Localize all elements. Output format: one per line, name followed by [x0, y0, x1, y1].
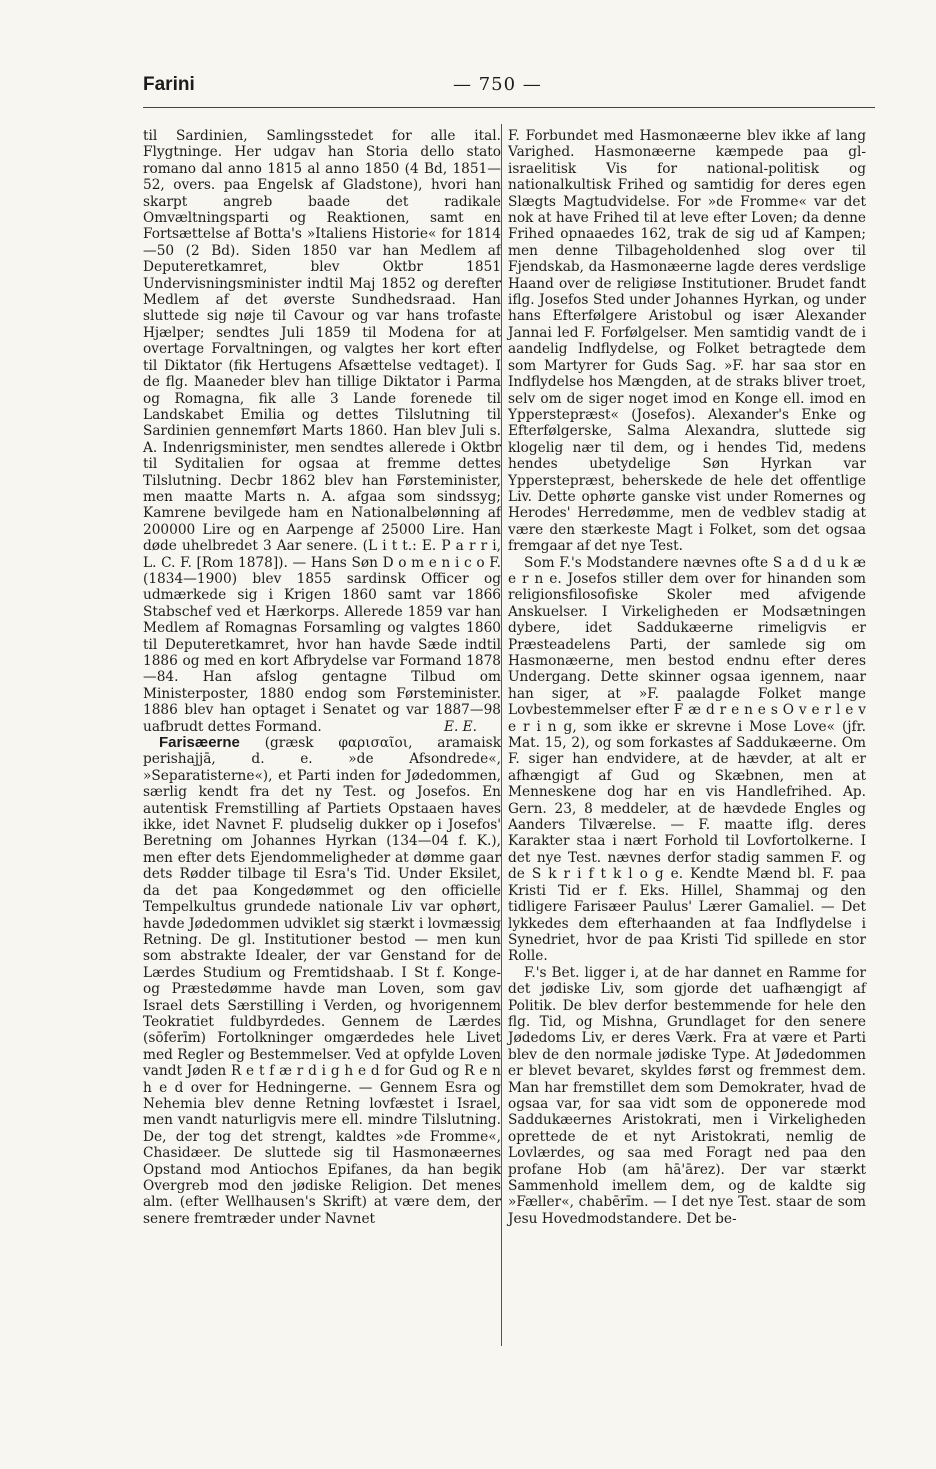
paragraph-hasmonaeerne: F. Forbundet med Hasmonæerne blev ikke af lang Varighed. Hasmonæerne kæmpede paa gl-israelitisk Vis for national-politisk og nationalkultisk Frihed og samtidig for deres egen Slægts Magtudvidelse. For »de Fromme« var det nok at have Frihed til at leve efter Loven; da denne Frihed opnaaedes 162, trak de sig ud af Kampen; men denne Tilbageholdenhed slog over til Fjendskab, da Hasmonæerne lagde deres verdslige Haand over de religiøse Institutioner. Brudet fandt iflg. Josefos Sted under Johannes Hyrkan, og under hans Efterfølgere Aristobul og især Alexander Jannai led F. Forfølgelser. Men samtidig vandt de i aandelig Indflydelse, og Folket betragtede dem som Martyrer for Guds Sag. »F. har saa stor en Indflydelse hos Mængden, at de straks bliver troet, selv om de siger noget imod en Konge ell. imod en Ypperstepræst« (Josefos). Alexander's Enke og Efterfølgerske, Salma Alexandra, sluttede sig klogelig nær til dem, og i hendes Tid, medens hendes ubetydelige Søn Hyrkan var Ypperstepræst, beherskede de hele det offentlige Liv. Dette ophørte ganske vist under Romernes og Herodes' Herredømme, men de vedblev stadig at være den stærkeste Magt i Folket, som det ogsaa fremgaar af det nye Test.	[508, 128, 866, 555]
page-number: — 750 —	[453, 74, 542, 95]
page-header	[143, 74, 883, 104]
entry-headword: Farisæerne	[159, 734, 240, 752]
header-rule	[143, 107, 875, 108]
left-column	[143, 128, 501, 1227]
right-column	[508, 128, 866, 1227]
farisaeerne-text: (græsk φαρισαῖοι, aramaisk perishajjā, d. e. »de Afsondrede«, »Separatisterne«), et Parti inden for Jødedommen, særlig kendt fra det ny Test. og Josefos. En autentisk Fremstilling af Partiets Opstaaen haves ikke, idet Navnet F. pludselig dukker op i Josefos' Beretning om Johannes Hyrkan (134—04 f. K.), men efter dets Ejendommeligheder at dømme gaar dets Rødder tilbage til Esra's Tid. Under Eksilet, da det paa Kongedømmet og den officielle Tempelkultus grundede nationale Liv var ophørt, havde Jødedommen udviklet sig stærkt i lovmæssig Retning. De gl. Institutioner bestod — men kun som abstrakte Idealer, der var Genstand for de Lærdes Studium og Fremtidshaab. I St f. Konge- og Præstedømme havde man Loven, som gav Israel dets Særstilling i Verden, og hvorigennem Teokratiet fuldbyrdedes. Gennem de Lærdes (sōferīm) Fortolkninger omgærdedes hele Livet med Regler og Bestemmelser. Ved at opfylde Loven vandt Jøden R e t f æ r d i g h e d for Gud og R e n h e d over for Hedningerne. — Gennem Esra og Nehemia blev denne Retning lovfæstet i Israel, men vandt naturligvis mere ell. mindre Tilslutning. De, der tog det strengt, kaldtes »de Fromme«, Chasidæer. De sluttede sig til Hasmonæernes Opstand mod Antiochos Epifanes, da han begik Overgreb mod den jødiske Religion. Det menes alm. (efter Wellhausen's Skrift) at være dem, der senere fremtræder under Navnet	[143, 735, 501, 1227]
column-divider	[501, 124, 502, 1346]
author-signature: E. E.	[443, 718, 477, 735]
paragraph-saddukaeerne: Som F.'s Modstandere nævnes ofte S a d d u k æ e r n e. Josefos stiller dem over for hinanden som religionsfilosofiske Skoler med afvigende Anskuelser. I Virkeligheden er Modsætningen dybere, idet Saddukæerne rimeligvis er Præsteadelens Parti, der samlede sig om Hasmonæerne, men bestod endnu efter deres Undergang. Dette skinner ogsaa igennem, naar han siger, at »F. paalagde Folket mange Lovbestemmelser efter F æ d r e n e s O v e r l e v e r i n g, som ikke er skrevne i Mose Love« (jfr. Mat. 15, 2), og som forkastes af Saddukæerne. Om F. siger han endvidere, at de hævder, at alt er afhængigt af Gud og Skæbnen, men at Menneskene dog har en vis Handlefrihed. Ap. Gern. 23, 8 meddeler, at de hævdede Engles og Aanders Tilværelse. — F. maatte iflg. deres Karakter staa i nært Forhold til Lovfortolkerne. I det nye Test. nævnes derfor stadig sammen F. og de S k r i f t k l o g e. Kendte Mænd bl. F. paa Kristi Tid er f. Eks. Hillel, Shammaj og den tidligere Farisæer Paulus' Lærer Gamaliel. — Det lykkedes dem efterhaanden at faa Indflydelse i Synedriet, hvor de paa Kristi Tid spillede en stor Rolle.	[508, 554, 866, 965]
running-headword: Farini	[143, 74, 195, 95]
paragraph-betydning: F.'s Bet. ligger i, at de har dannet en Ramme for det jødiske Liv, som gjorde det uafhængigt af Politik. De blev derfor bestemmende for hele den flg. Tid, og Mishna, Grundlaget for den senere Jødedoms Liv, er deres Værk. Fra at være et Parti blev de den normale jødiske Type. At Jødedommen er blevet bevaret, skyldes først og fremmest dem. Man har fremstillet dem som Demokrater, hvad de ogsaa var, for saa vidt som de opponerede mod Saddukæernes Aristokrati, men i Virkeligheden oprettede de et nyt Aristokrati, nemlig de Lovlærdes, og saa med Foragt ned paa den profane Hob (am hā'ārez). Der var stærkt Sammenhold imellem dem, og de kaldte sig »Fæller«, chabērīm. — I det nye Test. staar de som Jesu Hovedmodstandere. Det be-	[508, 964, 866, 1227]
entry-farini-continued	[143, 128, 501, 735]
entry-farisaeerne	[143, 735, 501, 1227]
farini-text: til Sardinien, Samlingsstedet for alle ital. Flygtninge. Her udgav han Storia dello stato romano dal anno 1815 al anno 1850 (4 Bd, 1851—52, overs. paa Engelsk af Gladstone), hvori han skarpt angreb baade det radikale Omvæltningsparti og Reaktionen, samt en Fortsættelse af Botta's »Italiens Historie« for 1814—50 (2 Bd). Siden 1850 var han Medlem af Deputeretkamret, blev Oktbr 1851 Undervisningsminister indtil Maj 1852 og derefter Medlem af det øverste Sundhedsraad. Han sluttede sig nøje til Cavour og var hans trofaste Hjælper; sendtes Juli 1859 til Modena for at overtage Forvaltningen, og valgtes her kort efter til Diktator (fik Hertugens Afsættelse vedtaget). I de flg. Maaneder blev han tillige Diktator i Parma og Romagna, fik alle 3 Lande forenede til Landskabet Emilia og dettes Tilslutning til Sardinien gennemført Marts 1860. Han blev Juli s. A. Indenrigsminister, men sendtes allerede i Oktbr til Syditalien for ogsaa at fremme dettes Tilslutning. Decbr 1862 blev han Førsteminister, men maatte Marts n. A. afgaa som sindssyg; Kamrene bevilgede ham en Nationalbelønning af 200000 Lire og en Aarpenge af 25000 Lire. Han døde uhelbredet 3 Aar senere. (L i t t.: E. P a r r i, L. C. F. [Rom 1878]). — Hans Søn D o m e n i c o F. (1834—1900) blev 1855 sardinsk Officer og udmærkede sig i Krigen 1860 samt var 1866 Stabschef ved et Hærkorps. Allerede 1859 var han Medlem af Romagnas Forsamling og valgtes 1860 til Deputeretkamret, hvor han havde Sæde indtil 1886 og med en kort Afbrydelse var Formand 1878—84. Han afslog gentagne Tilbud om Ministerposter, 1880 endog som Førsteminister. 1886 blev han optaget i Senatet og var 1887—98 uafbrudt dettes Formand.	[143, 128, 501, 735]
